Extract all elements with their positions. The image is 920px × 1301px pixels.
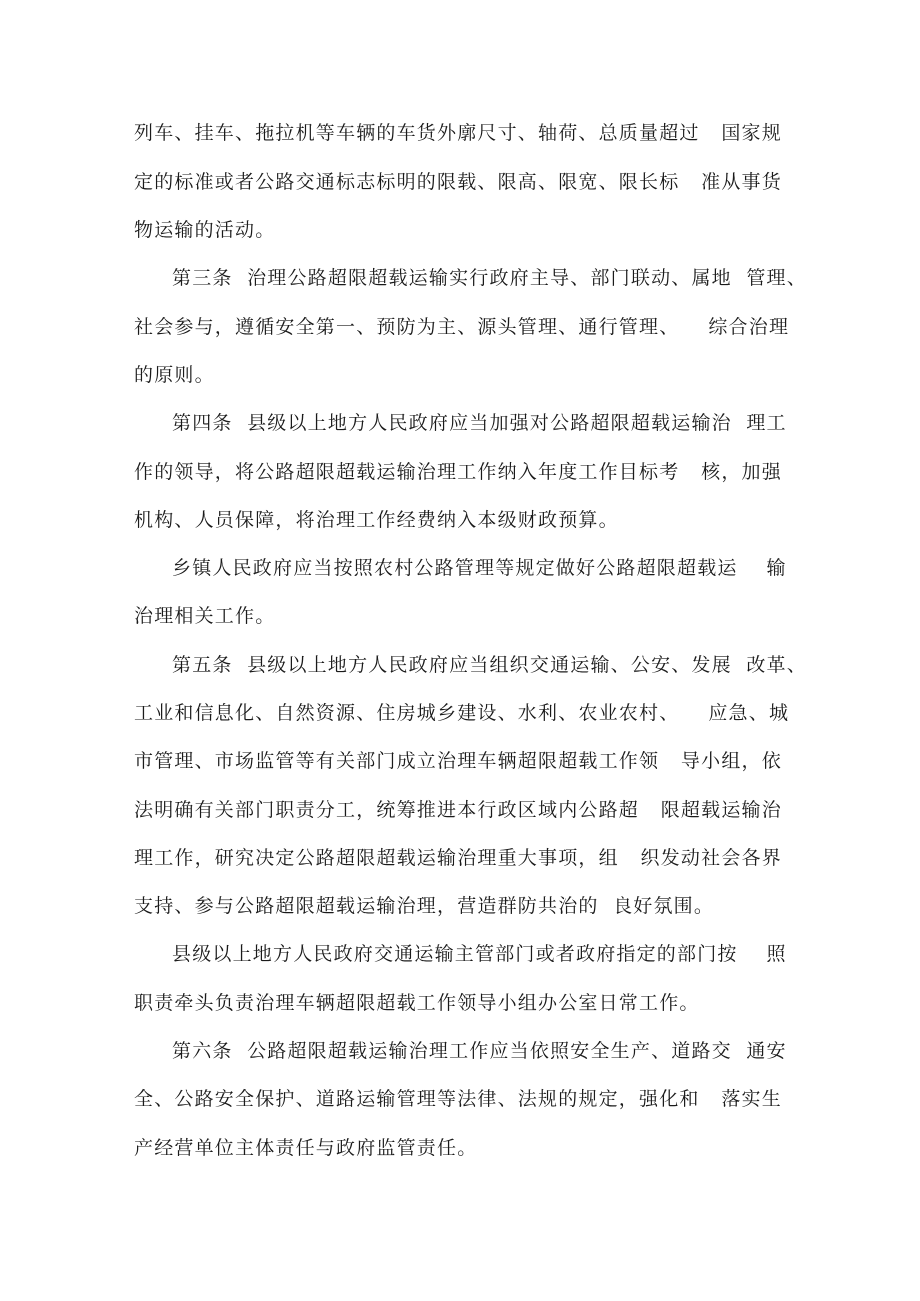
- text-line: 法明确有关部门职责分工，统筹推进本行政区域内公路超 限超载运输治: [134, 799, 782, 821]
- text-line: 列车、挂车、拖拉机等车辆的车货外廓尺寸、轴荷、总质量超过 国家规: [134, 122, 782, 144]
- text-line: 物运输的活动。: [134, 219, 276, 241]
- text-line: 全、公路安全保护、道路运输管理等法律、法规的规定，强化和 落实生: [134, 1088, 782, 1110]
- text-line: 第四条 县级以上地方人民政府应当加强对公路超限超载运输治 理工: [172, 412, 787, 434]
- text-line: 市管理、市场监管等有关部门成立治理车辆超限超载工作领 导小组，依: [134, 750, 782, 772]
- text-line: 社会参与，遵循安全第一、预防为主、源头管理、通行管理、 综合治理: [134, 316, 790, 338]
- text-line: 乡镇人民政府应当按照农村公路管理等规定做好公路超限超载运 输: [172, 557, 787, 579]
- text-line: 支持、参与公路超限超载运输治理，营造群防共治的 良好氛围。: [134, 895, 715, 917]
- text-line: 治理相关工作。: [134, 605, 276, 627]
- text-line: 定的标准或者公路交通标志标明的限载、限高、限宽、限长标 准从事货: [134, 171, 782, 193]
- text-line: 职责牵头负责治理车辆超限超载工作领导小组办公室日常工作。: [134, 992, 700, 1014]
- text-line: 机构、人员保障，将治理工作经费纳入本级财政预算。: [134, 509, 619, 531]
- text-line: 理工作，研究决定公路超限超载运输治理重大事项，组 织发动社会各界: [134, 847, 782, 869]
- text-line: 产经营单位主体责任与政府监管责任。: [134, 1137, 478, 1159]
- text-line: 第三条 治理公路超限超载运输实行政府主导、部门联动、属地 管理、: [172, 267, 807, 289]
- text-line: 县级以上地方人民政府交通运输主管部门或者政府指定的部门按 照: [172, 943, 787, 965]
- text-line: 作的领导，将公路超限超载运输治理工作纳入年度工作目标考 核，加强: [134, 461, 782, 483]
- text-line: 工业和信息化、自然资源、住房城乡建设、水利、农业农村、 应急、城: [134, 702, 790, 724]
- text-line: 第六条 公路超限超载运输治理工作应当依照安全生产、道路交 通安: [172, 1040, 787, 1062]
- text-line: 第五条 县级以上地方人民政府应当组织交通运输、公安、发展 改革、: [172, 654, 807, 676]
- text-line: 的原则。: [134, 364, 215, 386]
